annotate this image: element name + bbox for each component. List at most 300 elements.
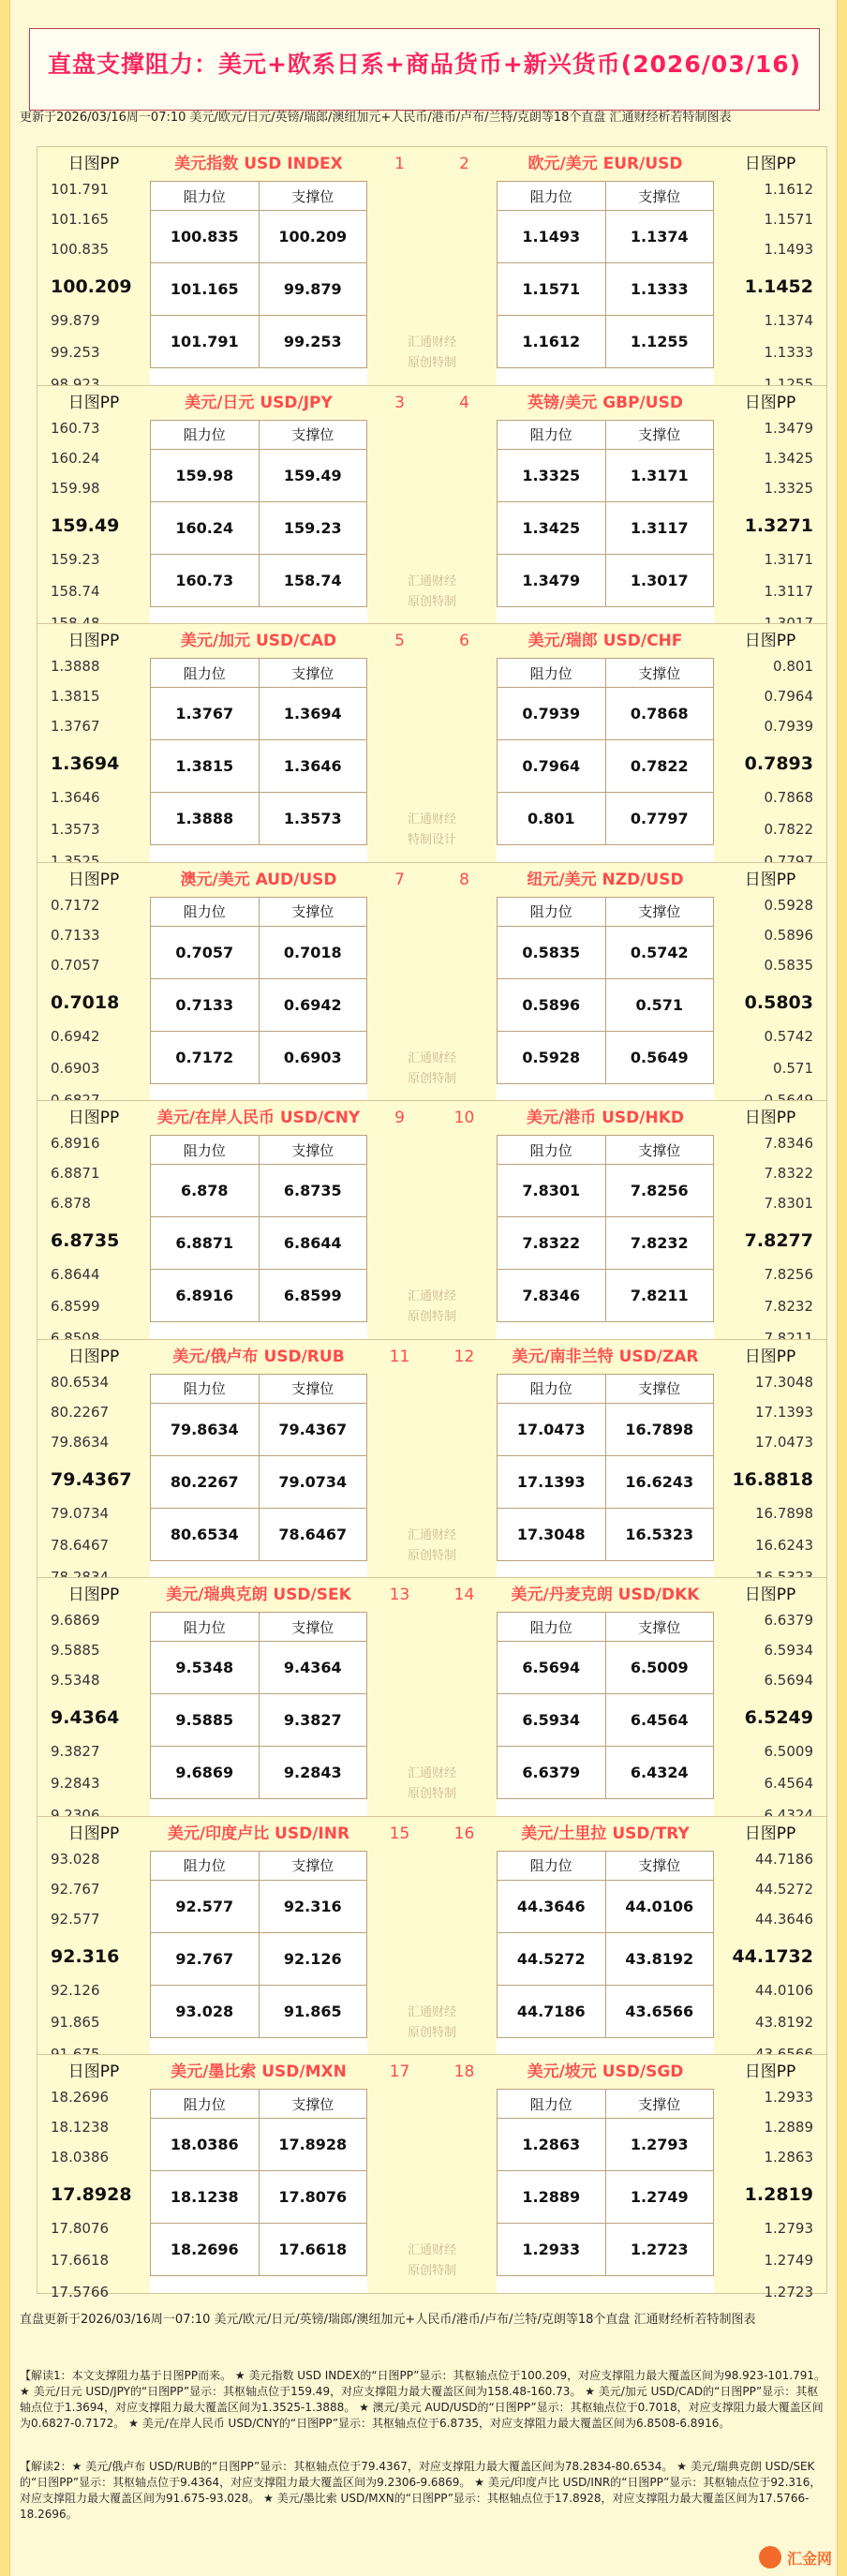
pp-value: 1.2933 bbox=[764, 2089, 813, 2106]
pp-value: 1.2749 bbox=[764, 2252, 813, 2269]
resistance-value: 80.6534 bbox=[151, 1508, 260, 1560]
resistance-value: 0.801 bbox=[498, 793, 606, 845]
table-row bbox=[498, 1270, 714, 1322]
support-value: 16.6243 bbox=[605, 1455, 714, 1508]
resistance-value: 17.3048 bbox=[498, 1508, 606, 1560]
pp-value: 6.8644 bbox=[51, 1266, 100, 1283]
resistance-header: 阻力位 bbox=[151, 659, 260, 688]
section-index-column bbox=[367, 1101, 497, 1339]
pair-name: 美元/墨比索 USD/MXN bbox=[150, 2055, 367, 2089]
pair-section bbox=[37, 1100, 827, 1340]
support-header: 支撑位 bbox=[259, 1851, 367, 1880]
resistance-header: 阻力位 bbox=[151, 897, 260, 926]
table-row bbox=[498, 316, 714, 368]
support-header: 支撑位 bbox=[259, 1374, 367, 1403]
resistance-value: 79.8634 bbox=[151, 1403, 260, 1455]
table-row bbox=[498, 1985, 714, 2037]
section-number: 14 bbox=[453, 1586, 475, 1604]
table-row bbox=[151, 793, 367, 845]
resistance-value: 6.5694 bbox=[498, 1642, 606, 1694]
support-header: 支撑位 bbox=[259, 182, 367, 211]
pivot-value: 0.5803 bbox=[744, 991, 813, 1013]
section-number: 5 bbox=[394, 632, 405, 650]
table-row bbox=[498, 2171, 714, 2224]
table-row bbox=[151, 1642, 367, 1694]
support-header: 支撑位 bbox=[605, 897, 714, 926]
section-index-column bbox=[367, 624, 497, 862]
watermark-text: 汇通财经 bbox=[407, 2004, 456, 2019]
pp-value: 100.835 bbox=[51, 241, 110, 258]
pp-value: 7.8301 bbox=[764, 1195, 813, 1212]
left-pp-column bbox=[37, 2055, 150, 2301]
support-value: 0.5649 bbox=[605, 1031, 714, 1083]
pp-value: 0.6903 bbox=[51, 1059, 100, 1077]
resistance-header: 阻力位 bbox=[151, 2090, 260, 2119]
resistance-value: 18.1238 bbox=[151, 2171, 260, 2224]
pp-value: 0.7172 bbox=[51, 896, 100, 914]
pair-name: 美元/印度卢比 USD/INR bbox=[150, 1817, 367, 1851]
pivot-value: 6.8735 bbox=[51, 1230, 120, 1251]
pp-value: 1.2863 bbox=[764, 2149, 813, 2166]
support-header: 支撑位 bbox=[259, 420, 367, 449]
support-header: 支撑位 bbox=[605, 1851, 714, 1880]
pp-value: 44.7186 bbox=[754, 1850, 813, 1868]
note-1: 【解读1：本文支撑阻力基于日图PP而来。 ★ 美元指数 USD INDEX的“日图PP”显示：其枢轴点位于100.209，对应支撑阻力最大覆盖区间为98.923-101.791。 ★ 美元/日元 USD/JPY的“日图PP”显示：其枢轴点位于159.49，对应支撑阻力最大覆盖区间为158.48-160.73。 ★ 美元/加元 USD/CAD的“日图PP”显示：其枢轴点位于1.3694，对应支撑阻力最大覆盖区间为1.3525-1.3888。 ★ 澳元/美元 AUD/USD的“日图PP”显示：其枢轴点位于0.7018，对应支撑阻力最大覆盖区间为0.6827-0.7172。 ★ 美元/在岸人民币 USD/CNY的“日图PP”显示：其枢轴点位于6.8735，对应支撑阻力最大覆盖区间为6.8508-6.8916。 bbox=[20, 2369, 826, 2430]
resistance-value: 18.0386 bbox=[151, 2119, 260, 2171]
pp-value: 80.2267 bbox=[51, 1403, 110, 1421]
pp-value: 17.5766 bbox=[51, 2284, 110, 2301]
support-header: 支撑位 bbox=[259, 659, 367, 688]
pp-value: 1.1333 bbox=[764, 344, 813, 361]
pp-value: 1.2889 bbox=[764, 2119, 813, 2136]
table-row bbox=[151, 1985, 367, 2037]
support-value: 9.2843 bbox=[259, 1747, 367, 1799]
support-header: 支撑位 bbox=[259, 1136, 367, 1165]
pp-value: 160.73 bbox=[51, 419, 100, 437]
levels-table bbox=[497, 897, 714, 1084]
pp-value: 99.879 bbox=[51, 312, 100, 329]
levels-table bbox=[497, 1851, 714, 2038]
table-row bbox=[151, 740, 367, 793]
right-pp-column bbox=[714, 624, 826, 862]
pivot-value: 92.316 bbox=[51, 1945, 120, 1967]
pp-value: 17.6618 bbox=[51, 2252, 110, 2269]
resistance-value: 160.73 bbox=[151, 554, 260, 606]
pp-value: 1.3815 bbox=[51, 688, 100, 705]
pp-header: 日图PP bbox=[744, 870, 796, 889]
right-pp-column bbox=[714, 2055, 826, 2301]
resistance-header: 阻力位 bbox=[151, 1613, 260, 1642]
pivot-value: 9.4364 bbox=[51, 1707, 120, 1728]
resistance-value: 0.7172 bbox=[151, 1031, 260, 1083]
pair-name: 美元/南非兰特 USD/ZAR bbox=[497, 1340, 714, 1374]
pp-header: 日图PP bbox=[67, 632, 120, 650]
support-header: 支撑位 bbox=[259, 2090, 367, 2119]
section-number: 3 bbox=[394, 393, 405, 412]
left-pp-column bbox=[37, 624, 150, 862]
pair-section bbox=[37, 623, 827, 863]
pivot-value: 1.1452 bbox=[744, 276, 813, 297]
resistance-value: 1.3325 bbox=[498, 449, 606, 501]
watermark-text: 原创特制 bbox=[407, 1071, 456, 1086]
pair-name: 美元/坡元 USD/SGD bbox=[497, 2055, 714, 2089]
table-row bbox=[498, 211, 714, 263]
section-number: 12 bbox=[453, 1347, 475, 1366]
pp-value: 9.6869 bbox=[51, 1612, 100, 1629]
support-value: 16.5323 bbox=[605, 1508, 714, 1560]
resistance-value: 159.98 bbox=[151, 449, 260, 501]
watermark-text: 汇通财经 bbox=[407, 335, 456, 350]
levels-table bbox=[497, 658, 714, 845]
pair-section bbox=[37, 1339, 827, 1579]
table-row bbox=[151, 449, 367, 501]
pp-value: 92.767 bbox=[51, 1880, 100, 1898]
pp-header: 日图PP bbox=[67, 870, 120, 889]
table-row bbox=[498, 263, 714, 316]
pair-section bbox=[37, 862, 827, 1102]
levels-table bbox=[497, 2089, 714, 2276]
pp-value: 9.5348 bbox=[51, 1672, 100, 1689]
resistance-value: 101.791 bbox=[151, 316, 260, 368]
resistance-value: 0.5896 bbox=[498, 978, 606, 1031]
resistance-header: 阻力位 bbox=[151, 1851, 260, 1880]
watermark-text: 汇通财经 bbox=[407, 1050, 456, 1065]
table-row bbox=[498, 1880, 714, 1932]
pivot-value: 6.5249 bbox=[744, 1707, 813, 1728]
left-pp-column bbox=[37, 1817, 150, 2055]
pp-value: 0.801 bbox=[773, 658, 813, 675]
table-row bbox=[151, 1932, 367, 1985]
footer-update: 直盘更新于2026/03/16周一07:10 美元/欧元/日元/英镑/瑞郎/澳纽加元+人民币/港币/卢布/兰特/克朗等18个直盘 汇通财经析若特制图表 bbox=[20, 2313, 756, 2327]
levels-table bbox=[150, 897, 367, 1084]
support-header: 支撑位 bbox=[259, 897, 367, 926]
pp-value: 159.23 bbox=[51, 550, 100, 568]
pp-value: 17.8076 bbox=[51, 2220, 110, 2237]
table-row bbox=[498, 1455, 714, 1508]
support-header: 支撑位 bbox=[605, 2090, 714, 2119]
section-number: 9 bbox=[394, 1109, 405, 1127]
support-value: 1.2793 bbox=[605, 2119, 714, 2171]
resistance-header: 阻力位 bbox=[498, 659, 606, 688]
pp-value: 0.5928 bbox=[764, 896, 813, 914]
table-row bbox=[498, 1694, 714, 1747]
pp-header: 日图PP bbox=[67, 155, 120, 173]
table-row bbox=[151, 2119, 367, 2171]
watermark-text: 汇通财经 bbox=[407, 812, 456, 826]
section-index-column bbox=[367, 1340, 497, 1578]
resistance-value: 101.165 bbox=[151, 263, 260, 316]
pair-name: 美元/土里拉 USD/TRY bbox=[497, 1817, 714, 1851]
pair-name: 美元/在岸人民币 USD/CNY bbox=[150, 1101, 367, 1135]
pp-value: 160.24 bbox=[51, 449, 100, 467]
levels-table bbox=[497, 181, 714, 368]
resistance-value: 1.3425 bbox=[498, 501, 606, 554]
support-header: 支撑位 bbox=[605, 1613, 714, 1642]
support-header: 支撑位 bbox=[605, 1136, 714, 1165]
pp-value: 101.165 bbox=[51, 211, 110, 228]
pp-value: 0.7822 bbox=[764, 821, 813, 838]
table-row bbox=[151, 1747, 367, 1799]
site-logo[interactable] bbox=[759, 2544, 836, 2570]
resistance-value: 1.2863 bbox=[498, 2119, 606, 2171]
levels-table bbox=[150, 420, 367, 607]
table-row bbox=[498, 2224, 714, 2276]
table-row bbox=[151, 2224, 367, 2276]
section-number: 16 bbox=[453, 1824, 475, 1843]
support-value: 6.4564 bbox=[605, 1694, 714, 1747]
pp-value: 93.028 bbox=[51, 1850, 100, 1868]
resistance-value: 9.5348 bbox=[151, 1642, 260, 1694]
pivot-value: 1.3271 bbox=[744, 514, 813, 536]
pp-value: 1.3888 bbox=[51, 658, 100, 675]
pp-value: 1.3425 bbox=[764, 449, 813, 467]
pp-header: 日图PP bbox=[744, 632, 796, 650]
pp-value: 1.3117 bbox=[764, 582, 813, 600]
pair-name: 美元/瑞典克朗 USD/SEK bbox=[150, 1578, 367, 1612]
section-index-column bbox=[367, 147, 497, 385]
resistance-value: 0.5835 bbox=[498, 926, 606, 978]
left-pp-column bbox=[37, 386, 150, 624]
support-value: 1.3646 bbox=[259, 740, 367, 793]
table-row bbox=[151, 1165, 367, 1217]
table-row bbox=[151, 978, 367, 1031]
support-value: 0.6903 bbox=[259, 1031, 367, 1083]
support-value: 159.23 bbox=[259, 501, 367, 554]
resistance-header: 阻力位 bbox=[498, 182, 606, 211]
pp-value: 17.1393 bbox=[754, 1403, 813, 1421]
pp-value: 6.8871 bbox=[51, 1165, 100, 1182]
support-header: 支撑位 bbox=[605, 659, 714, 688]
table-row bbox=[498, 740, 714, 793]
support-header: 支撑位 bbox=[259, 1613, 367, 1642]
pp-header: 日图PP bbox=[744, 1109, 796, 1127]
pp-value: 1.1571 bbox=[764, 211, 813, 228]
watermark-text: 原创特制 bbox=[407, 2025, 456, 2040]
pivot-value: 79.4367 bbox=[51, 1468, 132, 1490]
table-row bbox=[151, 1403, 367, 1455]
levels-table bbox=[150, 1135, 367, 1322]
table-row bbox=[498, 1217, 714, 1270]
left-pp-column bbox=[37, 1101, 150, 1339]
pair-name: 英镑/美元 GBP/USD bbox=[497, 386, 714, 420]
pp-value: 1.1374 bbox=[764, 312, 813, 329]
section-number: 7 bbox=[394, 870, 405, 889]
logo-icon bbox=[759, 2546, 781, 2569]
resistance-value: 93.028 bbox=[151, 1985, 260, 2037]
resistance-value: 6.5934 bbox=[498, 1694, 606, 1747]
pp-value: 0.6942 bbox=[51, 1027, 100, 1045]
support-value: 0.7868 bbox=[605, 688, 714, 740]
right-pp-column bbox=[714, 863, 826, 1101]
section-number: 4 bbox=[459, 393, 469, 412]
section-number: 15 bbox=[389, 1824, 410, 1843]
resistance-value: 1.3767 bbox=[151, 688, 260, 740]
pp-value: 101.791 bbox=[51, 181, 110, 198]
pp-value: 7.8256 bbox=[764, 1266, 813, 1283]
section-number: 13 bbox=[389, 1586, 410, 1604]
resistance-value: 0.7057 bbox=[151, 926, 260, 978]
section-number: 6 bbox=[459, 632, 469, 650]
table-row bbox=[498, 926, 714, 978]
support-value: 1.3117 bbox=[605, 501, 714, 554]
pair-name: 纽元/美元 NZD/USD bbox=[497, 863, 714, 897]
table-row bbox=[151, 1455, 367, 1508]
support-value: 17.6618 bbox=[259, 2224, 367, 2276]
pp-header: 日图PP bbox=[744, 1586, 796, 1604]
support-value: 43.8192 bbox=[605, 1932, 714, 1985]
table-row bbox=[498, 688, 714, 740]
table-row bbox=[151, 263, 367, 316]
pivot-value: 0.7893 bbox=[744, 753, 813, 774]
pp-value: 1.3325 bbox=[764, 479, 813, 497]
resistance-value: 18.2696 bbox=[151, 2224, 260, 2276]
support-value: 17.8076 bbox=[259, 2171, 367, 2224]
pp-value: 44.5272 bbox=[754, 1880, 813, 1898]
section-index-column bbox=[367, 2055, 497, 2293]
resistance-value: 1.3888 bbox=[151, 793, 260, 845]
support-value: 7.8232 bbox=[605, 1217, 714, 1270]
pair-name: 美元/俄卢布 USD/RUB bbox=[150, 1340, 367, 1374]
section-number: 10 bbox=[453, 1109, 475, 1127]
resistance-value: 44.5272 bbox=[498, 1932, 606, 1985]
support-value: 1.3017 bbox=[605, 554, 714, 606]
table-row bbox=[498, 1747, 714, 1799]
page-title: 直盘支撑阻力：美元+欧系日系+商品货币+新兴货币(2026/03/16) bbox=[47, 51, 802, 78]
table-row bbox=[498, 793, 714, 845]
page bbox=[10, 0, 837, 2576]
section-number: 11 bbox=[389, 1347, 410, 1366]
pair-name: 澳元/美元 AUD/USD bbox=[150, 863, 367, 897]
pp-value: 1.3646 bbox=[51, 789, 100, 806]
pp-value: 44.0106 bbox=[754, 1981, 813, 1999]
resistance-value: 44.7186 bbox=[498, 1985, 606, 2037]
pp-value: 6.8916 bbox=[51, 1135, 100, 1152]
resistance-value: 0.5928 bbox=[498, 1031, 606, 1083]
support-value: 92.126 bbox=[259, 1932, 367, 1985]
support-value: 6.4324 bbox=[605, 1747, 714, 1799]
section-index-column bbox=[367, 863, 497, 1101]
support-value: 158.74 bbox=[259, 554, 367, 606]
watermark-text: 汇通财经 bbox=[407, 573, 456, 588]
resistance-value: 6.878 bbox=[151, 1165, 260, 1217]
watermark-text: 原创特制 bbox=[407, 1548, 456, 1563]
left-pp-column bbox=[37, 863, 150, 1101]
resistance-header: 阻力位 bbox=[498, 1851, 606, 1880]
support-value: 0.571 bbox=[605, 978, 714, 1031]
resistance-value: 100.835 bbox=[151, 211, 260, 263]
pp-value: 6.5934 bbox=[764, 1642, 813, 1659]
table-row bbox=[498, 554, 714, 606]
pair-section bbox=[37, 1577, 827, 1817]
table-row bbox=[498, 501, 714, 554]
levels-table bbox=[497, 420, 714, 607]
support-value: 99.879 bbox=[259, 263, 367, 316]
section-index-column bbox=[367, 1817, 497, 2055]
logo-text: 汇金网 bbox=[787, 2550, 833, 2568]
table-row bbox=[151, 1880, 367, 1932]
support-value: 44.0106 bbox=[605, 1880, 714, 1932]
support-value: 7.8211 bbox=[605, 1270, 714, 1322]
support-value: 9.3827 bbox=[259, 1694, 367, 1747]
pair-name: 美元指数 USD INDEX bbox=[150, 147, 367, 181]
pp-value: 1.3573 bbox=[51, 821, 100, 838]
resistance-header: 阻力位 bbox=[151, 420, 260, 449]
pair-section bbox=[37, 1816, 827, 2056]
pp-header: 日图PP bbox=[744, 393, 796, 412]
right-pp-column bbox=[714, 386, 826, 624]
support-value: 6.8599 bbox=[259, 1270, 367, 1322]
pp-header: 日图PP bbox=[744, 155, 796, 173]
support-value: 79.0734 bbox=[259, 1455, 367, 1508]
levels-table bbox=[150, 1612, 367, 1799]
right-pp-column bbox=[714, 1101, 826, 1339]
section-number: 1 bbox=[394, 155, 405, 173]
pp-header: 日图PP bbox=[67, 1109, 120, 1127]
pp-header: 日图PP bbox=[744, 1347, 796, 1366]
pp-value: 0.7057 bbox=[51, 956, 100, 974]
resistance-header: 阻力位 bbox=[151, 1136, 260, 1165]
resistance-value: 17.0473 bbox=[498, 1403, 606, 1455]
pp-header: 日图PP bbox=[67, 1586, 120, 1604]
support-value: 92.316 bbox=[259, 1880, 367, 1932]
levels-table bbox=[497, 1135, 714, 1322]
support-value: 0.7797 bbox=[605, 793, 714, 845]
pp-value: 0.7964 bbox=[764, 688, 813, 705]
pp-value: 6.5694 bbox=[764, 1672, 813, 1689]
right-pp-column bbox=[714, 1578, 826, 1816]
left-pp-column bbox=[37, 1578, 150, 1816]
pp-value: 1.3171 bbox=[764, 550, 813, 568]
resistance-value: 0.7964 bbox=[498, 740, 606, 793]
support-value: 17.8928 bbox=[259, 2119, 367, 2171]
pp-value: 91.865 bbox=[51, 2013, 100, 2031]
pp-value: 16.7898 bbox=[754, 1504, 813, 1522]
watermark-text: 汇通财经 bbox=[407, 2243, 456, 2257]
support-value: 1.3171 bbox=[605, 449, 714, 501]
pair-section bbox=[37, 2054, 827, 2301]
pp-value: 80.6534 bbox=[51, 1373, 110, 1391]
support-value: 1.2723 bbox=[605, 2224, 714, 2276]
support-value: 100.209 bbox=[259, 211, 367, 263]
pair-name: 美元/加元 USD/CAD bbox=[150, 624, 367, 658]
resistance-value: 92.767 bbox=[151, 1932, 260, 1985]
pp-value: 43.8192 bbox=[754, 2013, 813, 2031]
pp-value: 1.2723 bbox=[764, 2284, 813, 2301]
pp-value: 9.2843 bbox=[51, 1775, 100, 1792]
support-value: 1.1374 bbox=[605, 211, 714, 263]
support-value: 1.1333 bbox=[605, 263, 714, 316]
watermark-text: 特制设计 bbox=[407, 833, 456, 847]
pivot-value: 7.8277 bbox=[744, 1230, 813, 1251]
levels-table bbox=[150, 658, 367, 845]
support-value: 16.7898 bbox=[605, 1403, 714, 1455]
watermark-text: 原创特制 bbox=[407, 2264, 456, 2278]
pp-value: 6.5009 bbox=[764, 1743, 813, 1760]
resistance-value: 92.577 bbox=[151, 1880, 260, 1932]
pp-value: 6.8599 bbox=[51, 1298, 100, 1315]
watermark-text: 原创特制 bbox=[407, 1310, 456, 1324]
pp-header: 日图PP bbox=[67, 1347, 120, 1366]
pair-name: 美元/瑞郎 USD/CHF bbox=[497, 624, 714, 658]
pivot-value: 17.8928 bbox=[51, 2184, 132, 2205]
support-value: 1.1255 bbox=[605, 316, 714, 368]
support-value: 0.5742 bbox=[605, 926, 714, 978]
pp-header: 日图PP bbox=[744, 1824, 796, 1843]
section-index-column bbox=[367, 386, 497, 624]
pp-value: 18.1238 bbox=[51, 2119, 110, 2136]
resistance-value: 1.1571 bbox=[498, 263, 606, 316]
resistance-header: 阻力位 bbox=[498, 1136, 606, 1165]
